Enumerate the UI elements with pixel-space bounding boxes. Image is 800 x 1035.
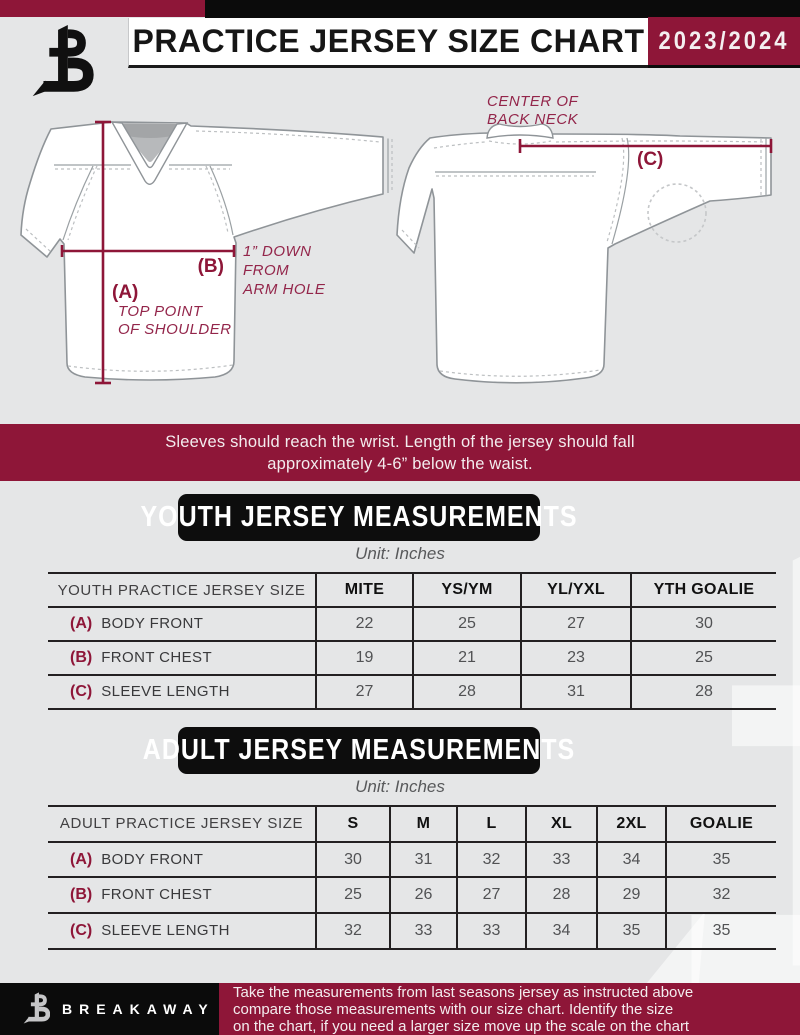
adult-col-l: L xyxy=(457,806,526,842)
label-b: (B) xyxy=(197,256,224,277)
row-letter: (C) xyxy=(70,921,93,939)
fit-notice-line1: Sleeves should reach the wrist. Length of the jersey should fall xyxy=(165,432,635,451)
value-cell: 30 xyxy=(316,842,390,878)
brand-name: BREAKAWAY xyxy=(62,1001,215,1017)
footer-line2: compare those measurements with our size chart. Identify the size xyxy=(233,1000,674,1018)
table-row xyxy=(48,607,776,641)
youth-col-ylyxl: YL/YXL xyxy=(521,573,631,607)
row-letter: (B) xyxy=(70,649,93,666)
caption-a-line1: TOP POINT xyxy=(118,303,203,320)
header-maroon-strip xyxy=(0,0,205,17)
caption-a-line2: OF SHOULDER xyxy=(118,321,232,338)
value-cell: 32 xyxy=(316,913,390,949)
row-letter: (A) xyxy=(70,850,93,868)
title-box xyxy=(128,18,648,68)
label-c: (C) xyxy=(637,149,664,170)
footer-instructions xyxy=(219,983,800,1035)
front-jersey-diagram xyxy=(21,122,392,383)
value-cell: 25 xyxy=(316,877,390,913)
adult-col-m: M xyxy=(390,806,457,842)
value-cell: 35 xyxy=(597,913,666,949)
table-row xyxy=(48,877,776,913)
adult-banner-title: ADULT JERSEY MEASUREMENTS xyxy=(142,733,576,767)
back-jersey-diagram xyxy=(397,93,771,383)
adult-section-banner xyxy=(142,727,576,774)
youth-section-banner xyxy=(140,494,578,541)
value-cell: 35 xyxy=(666,842,776,878)
value-cell: 26 xyxy=(390,877,457,913)
adult-col-goalie: GOALIE xyxy=(666,806,776,842)
value-cell: 28 xyxy=(413,675,521,709)
youth-banner-title: YOUTH JERSEY MEASUREMENTS xyxy=(140,500,578,534)
table-row xyxy=(48,675,776,709)
value-cell: 33 xyxy=(526,842,597,878)
youth-col-mite: MITE xyxy=(316,573,413,607)
row-label: SLEEVE LENGTH xyxy=(101,921,230,939)
caption-c-line2: BACK NECK xyxy=(487,111,579,128)
label-a: (A) xyxy=(112,282,139,303)
value-cell: 25 xyxy=(413,607,521,641)
value-cell: 35 xyxy=(666,913,776,949)
jersey-diagrams xyxy=(0,68,800,424)
youth-size-header: YOUTH PRACTICE JERSEY SIZE xyxy=(48,573,316,607)
fit-notice-line2: approximately 4-6” below the waist. xyxy=(267,454,533,473)
row-label: SLEEVE LENGTH xyxy=(101,683,230,700)
value-cell: 27 xyxy=(316,675,413,709)
value-cell: 34 xyxy=(526,913,597,949)
value-cell: 30 xyxy=(631,607,776,641)
value-cell: 31 xyxy=(521,675,631,709)
youth-col-ysym: YS/YM xyxy=(413,573,521,607)
footer-line1: Take the measurements from last seasons jersey as instructed above xyxy=(233,983,694,1001)
row-letter: (B) xyxy=(70,886,93,904)
row-label: FRONT CHEST xyxy=(101,886,213,904)
caption-b-line3: ARM HOLE xyxy=(243,281,326,298)
adult-col-s: S xyxy=(316,806,390,842)
row-letter: (C) xyxy=(70,683,93,700)
adult-size-header: ADULT PRACTICE JERSEY SIZE xyxy=(48,806,316,842)
table-row xyxy=(48,641,776,675)
page-title: PRACTICE JERSEY SIZE CHART xyxy=(132,23,645,59)
footer-brand-panel xyxy=(0,983,219,1035)
adult-col-xl: XL xyxy=(526,806,597,842)
season-label: 2023/2024 xyxy=(658,26,790,55)
value-cell: 21 xyxy=(413,641,521,675)
breakaway-b-logo-footer-icon xyxy=(22,992,50,1026)
adult-unit-label: Unit: Inches xyxy=(355,777,445,796)
value-cell: 23 xyxy=(521,641,631,675)
value-cell: 32 xyxy=(666,877,776,913)
table-row xyxy=(48,913,776,949)
value-cell: 33 xyxy=(457,913,526,949)
value-cell: 33 xyxy=(390,913,457,949)
value-cell: 19 xyxy=(316,641,413,675)
youth-size-table xyxy=(48,572,776,710)
value-cell: 32 xyxy=(457,842,526,878)
value-cell: 28 xyxy=(526,877,597,913)
table-header-row xyxy=(48,806,776,842)
value-cell: 28 xyxy=(631,675,776,709)
row-label: BODY FRONT xyxy=(101,615,204,632)
value-cell: 25 xyxy=(631,641,776,675)
youth-col-goalie: YTH GOALIE xyxy=(631,573,776,607)
row-letter: (A) xyxy=(70,615,93,632)
value-cell: 22 xyxy=(316,607,413,641)
table-header-row xyxy=(48,573,776,607)
row-label: FRONT CHEST xyxy=(101,649,213,666)
caption-c-line1: CENTER OF xyxy=(487,93,579,110)
value-cell: 27 xyxy=(457,877,526,913)
footer-line3: on the chart, if you need a larger size move up the scale on the chart xyxy=(233,1017,690,1035)
caption-b-line2: FROM xyxy=(243,262,290,279)
adult-col-2xl: 2XL xyxy=(597,806,666,842)
adult-size-table xyxy=(48,805,776,950)
value-cell: 34 xyxy=(597,842,666,878)
caption-b-line1: 1” DOWN xyxy=(243,243,312,260)
value-cell: 29 xyxy=(597,877,666,913)
season-box xyxy=(648,17,800,65)
value-cell: 27 xyxy=(521,607,631,641)
table-row xyxy=(48,842,776,878)
youth-unit-label: Unit: Inches xyxy=(355,544,445,563)
row-label: BODY FRONT xyxy=(101,850,204,868)
value-cell: 31 xyxy=(390,842,457,878)
fit-notice-banner xyxy=(0,424,800,481)
